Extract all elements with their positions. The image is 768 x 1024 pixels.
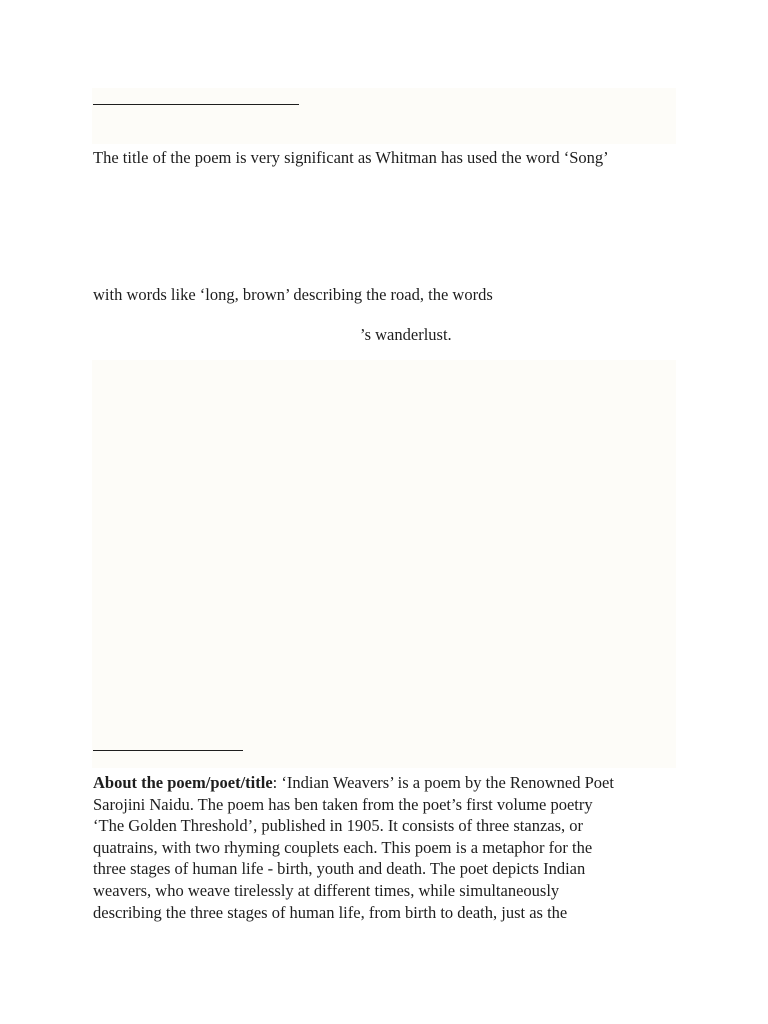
about-paragraph <box>93 772 683 923</box>
text-line: The title of the poem is very significant as Whitman has used the word ‘Song’ <box>93 148 609 167</box>
paragraph-line: Sarojini Naidu. The poem has ben taken from the poet’s first volume poetry <box>93 794 593 814</box>
paragraph-line: quatrains, with two rhyming couplets each. This poem is a metaphor for the <box>93 837 593 857</box>
paragraph-line: three stages of human life - birth, youth and death. The poet depicts Indian <box>93 859 586 879</box>
text-line: ’s wanderlust. <box>360 325 452 344</box>
blank-region-middle <box>92 360 676 768</box>
blank-underline <box>93 104 299 105</box>
paragraph-text: : ‘Indian Weavers’ is a poem by the Renowned Poet <box>272 773 614 792</box>
paragraph-line: describing the three stages of human life, from birth to death, just as the <box>93 902 568 922</box>
text-line: with words like ‘long, brown’ describing the road, the words <box>93 285 493 304</box>
paragraph-line: ‘The Golden Threshold’, published in 1905. It consists of three stanzas, or <box>93 816 584 836</box>
paragraph-line <box>93 772 683 794</box>
blank-region-top <box>92 88 676 144</box>
paragraph-line: weavers, who weave tirelessly at different times, while simultaneously <box>93 880 560 900</box>
about-heading: About the poem/poet/title <box>93 773 273 792</box>
blank-underline <box>93 750 243 751</box>
